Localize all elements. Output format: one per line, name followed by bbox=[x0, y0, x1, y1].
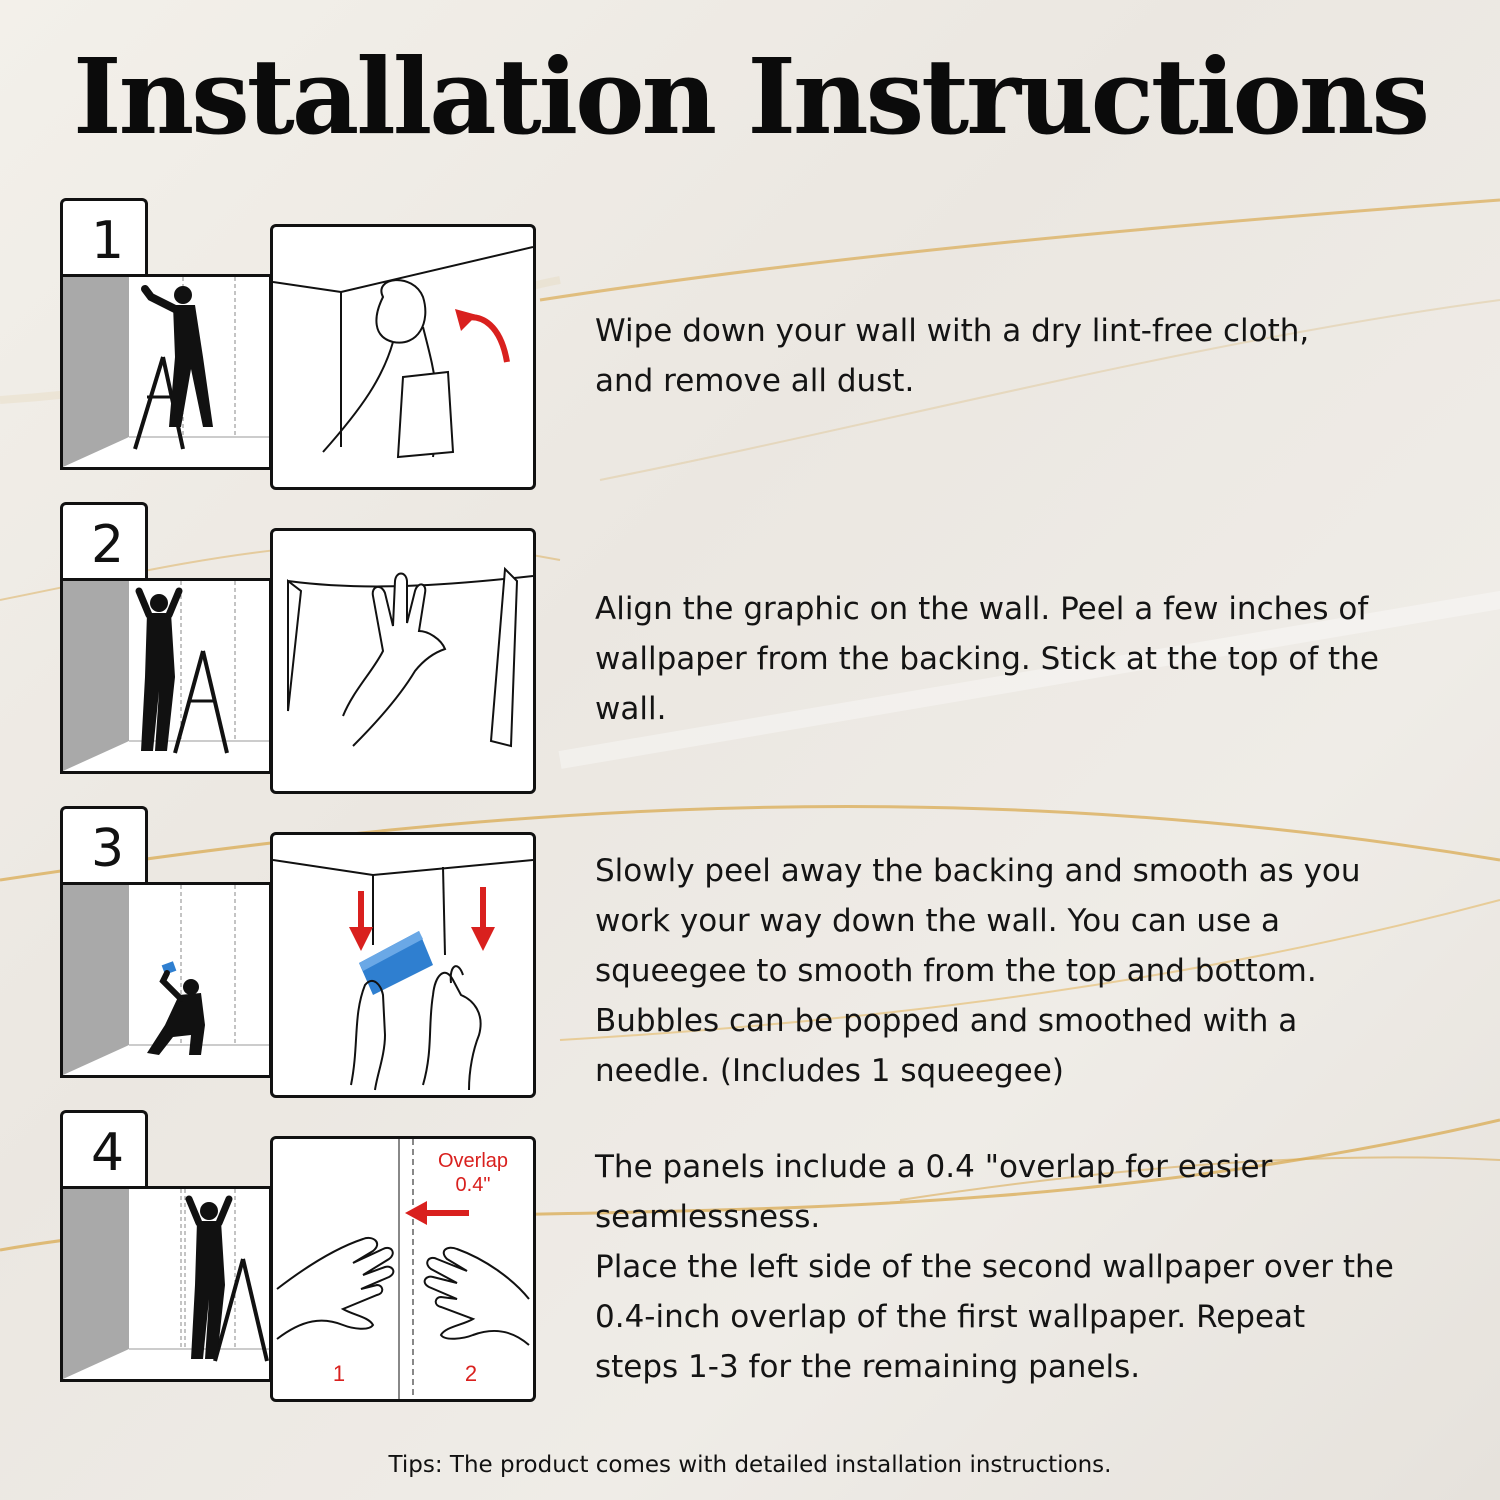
step-3-line: squeegee to smooth from the top and bottom. bbox=[595, 953, 1317, 989]
step-number: 2 bbox=[60, 502, 148, 582]
step-4-line: seamlessness. bbox=[595, 1199, 821, 1235]
step-1-line: and remove all dust. bbox=[595, 363, 915, 399]
overlap-value: 0.4" bbox=[455, 1174, 491, 1196]
step-3-line: work your way down the wall. You can use a bbox=[595, 903, 1281, 939]
step-4-line: steps 1-3 for the remaining panels. bbox=[595, 1349, 1141, 1385]
step-2-line: Align the graphic on the wall. Peel a few inches of bbox=[595, 591, 1369, 627]
step-3 bbox=[60, 806, 1480, 1106]
step-3-description bbox=[595, 846, 1475, 1096]
step-4-description bbox=[595, 1142, 1475, 1392]
page-title: Installation Instructions bbox=[72, 35, 1428, 158]
panel-2-label: 2 bbox=[464, 1361, 478, 1386]
step-4-line: The panels include a 0.4 "overlap for easier bbox=[595, 1149, 1273, 1185]
step-4-line: 0.4-inch overlap of the first wallpaper. Repeat bbox=[595, 1299, 1306, 1335]
step-3-line: Slowly peel away the backing and smooth as you bbox=[595, 853, 1361, 889]
step-2-scene-illustration bbox=[60, 578, 272, 774]
overlap-label: Overlap bbox=[437, 1150, 509, 1172]
step-3-scene-illustration bbox=[60, 882, 272, 1078]
step-4-detail-illustration bbox=[270, 1136, 536, 1402]
step-2 bbox=[60, 502, 1480, 802]
step-2-detail-illustration bbox=[270, 528, 536, 794]
step-4-scene-illustration bbox=[60, 1186, 272, 1382]
step-4-line: Place the left side of the second wallpaper over the bbox=[595, 1249, 1394, 1285]
step-1-detail-illustration bbox=[270, 224, 536, 490]
step-1 bbox=[60, 198, 1480, 498]
step-3-line: Bubbles can be popped and smoothed with a bbox=[595, 1003, 1298, 1039]
step-number: 3 bbox=[60, 806, 148, 886]
step-3-line: needle. (Includes 1 squeegee) bbox=[595, 1053, 1064, 1089]
step-3-detail-illustration bbox=[270, 832, 536, 1098]
step-2-line: wall. bbox=[595, 691, 667, 727]
step-2-description bbox=[595, 584, 1475, 734]
panel-1-label: 1 bbox=[332, 1361, 346, 1386]
step-1-line: Wipe down your wall with a dry lint-free cloth, bbox=[595, 313, 1310, 349]
step-1-scene-illustration bbox=[60, 274, 272, 470]
step-number: 4 bbox=[60, 1110, 148, 1190]
step-4 bbox=[60, 1110, 1480, 1410]
tips-footer: Tips: The product comes with detailed installation instructions. bbox=[388, 1452, 1112, 1478]
step-1-description bbox=[595, 306, 1475, 406]
step-2-line: wallpaper from the backing. Stick at the top of the bbox=[595, 641, 1379, 677]
step-number: 1 bbox=[60, 198, 148, 278]
